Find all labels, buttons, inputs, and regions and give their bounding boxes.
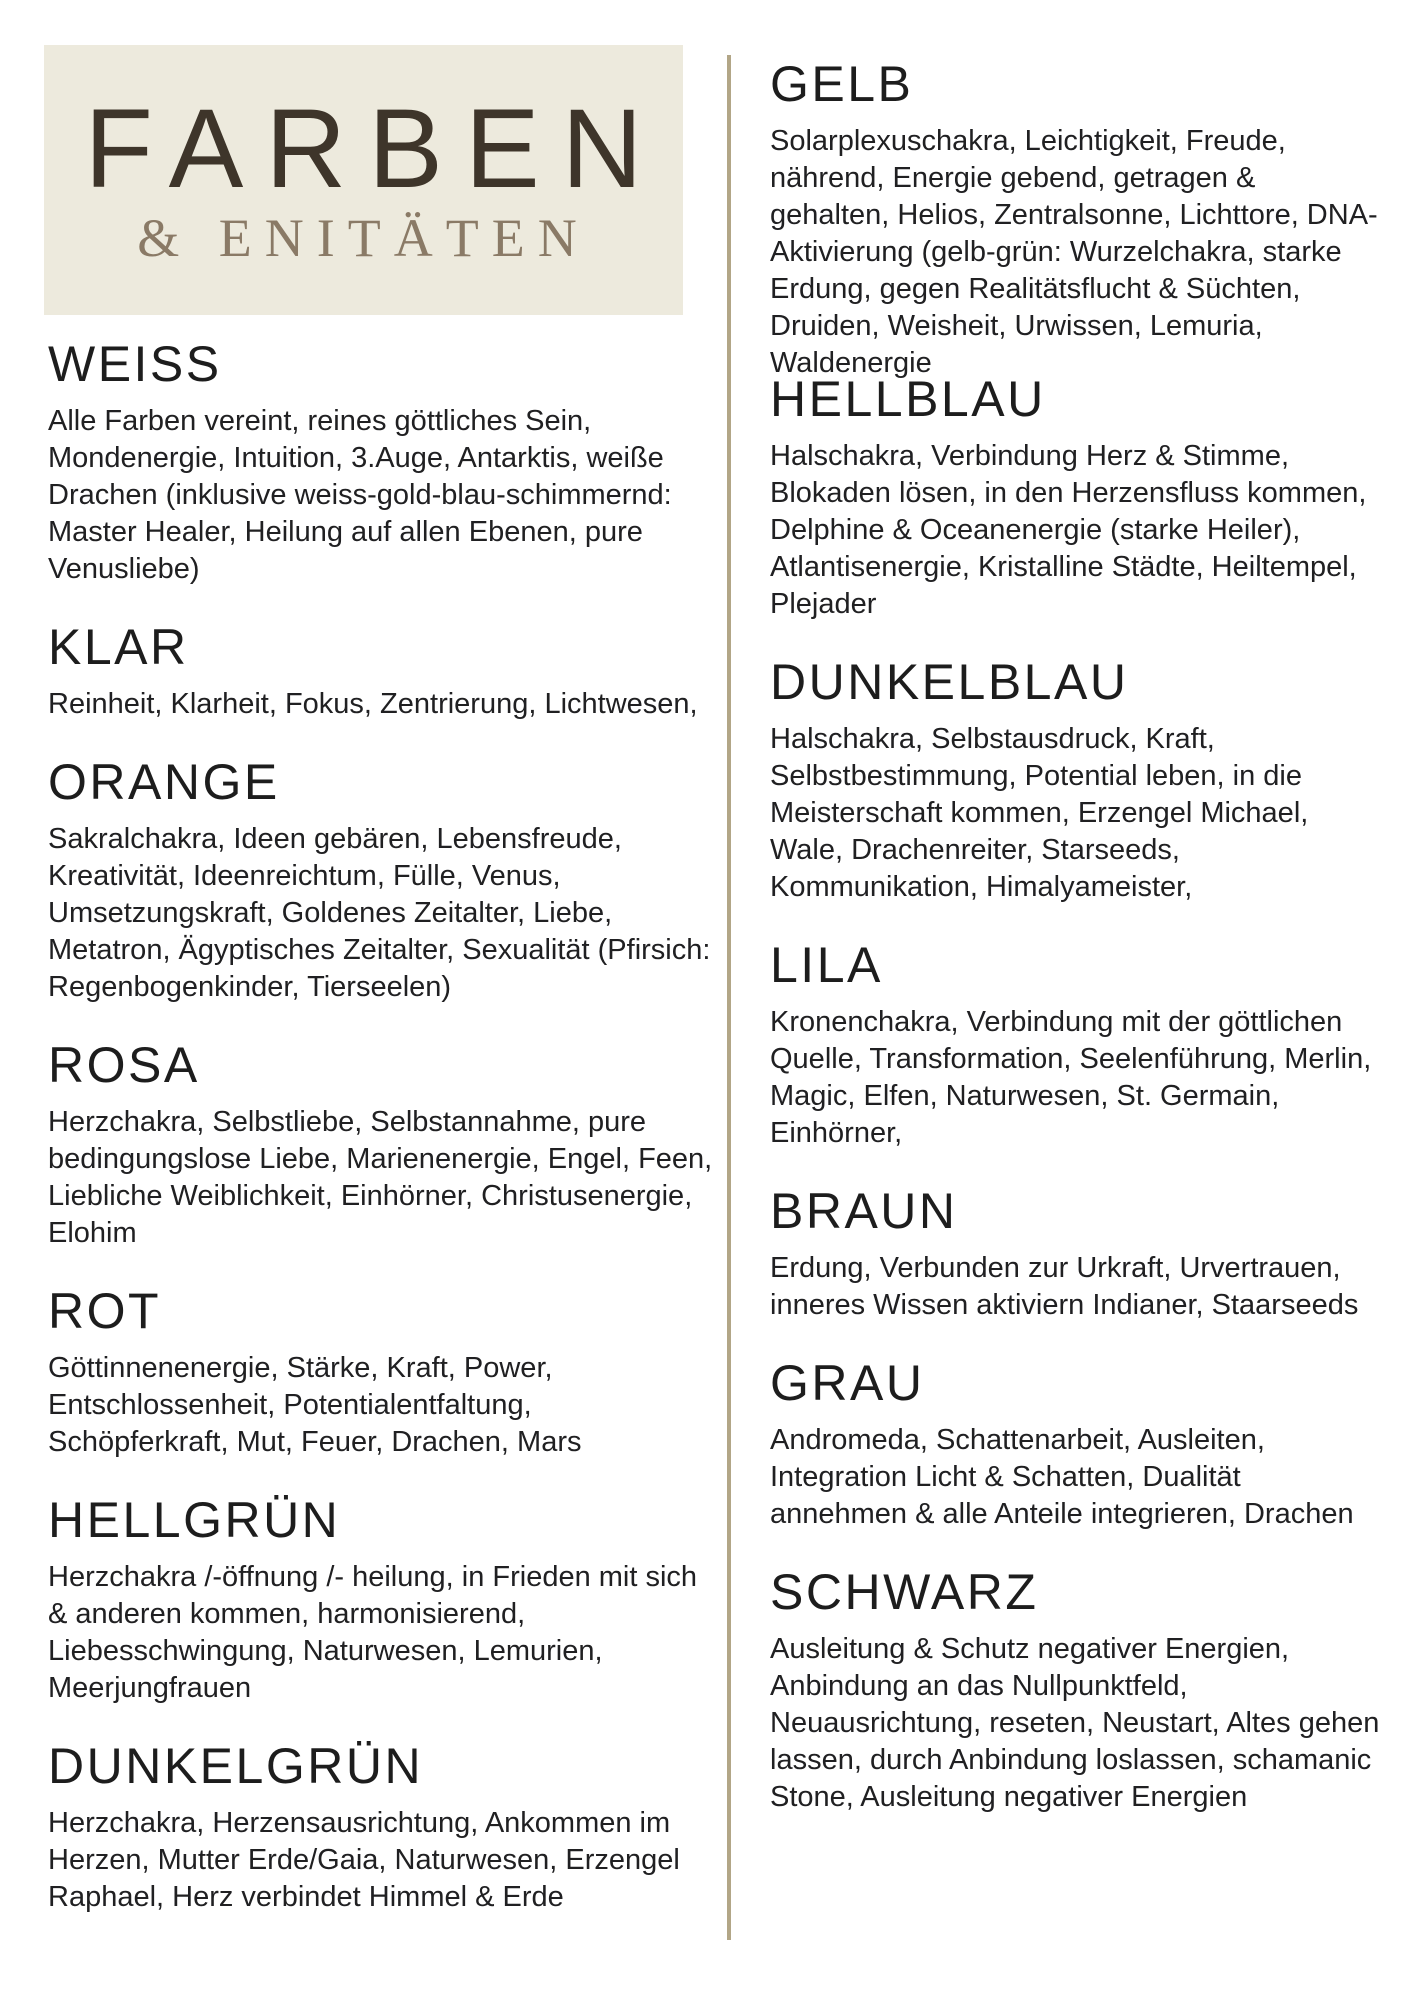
color-section-description: Reinheit, Klarheit, Fokus, Zentrierung, Lichtwesen, (48, 688, 698, 720)
color-section-rot (48, 1282, 713, 1461)
color-section-gelb (770, 55, 1382, 382)
page-subtitle: & ENITÄTEN (137, 208, 590, 268)
color-section-description: Halschakra, Selbstausdruck, Kraft, Selbstbestimmung, Potential leben, in die Meisterschaft kommen, Erzengel Michael, Wale, Drachenreiter, Starseeds, Kommunikation, Himalyameister, (770, 723, 1309, 903)
color-section-title: ROSA (48, 1037, 200, 1093)
color-section-weiss (48, 335, 713, 588)
color-section-description: Halschakra, Verbindung Herz & Stimme, Blokaden lösen, in den Herzensfluss kommen, Delphine & Oceanenergie (starke Heiler), Atlantisenergie, Kristalline Städte, Heiltempel, Plejader (770, 440, 1367, 620)
color-section-dunkelblau (770, 653, 1382, 906)
color-section-schwarz (770, 1563, 1382, 1816)
color-section-title: DUNKELGRÜN (48, 1738, 424, 1794)
column-divider-line (727, 55, 731, 1940)
color-section-description: Kronenchakra, Verbindung mit der göttlichen Quelle, Transformation, Seelenführung, Merlin, Magic, Elfen, Naturwesen, St. Germain, Einhörner, (770, 1006, 1372, 1149)
color-section-description: Erdung, Verbunden zur Urkraft, Urvertrauen, inneres Wissen aktiviern Indianer, Staarseeds (770, 1252, 1359, 1321)
color-section-title: LILA (770, 937, 883, 993)
color-section-title: SCHWARZ (770, 1564, 1039, 1620)
color-section-description: Solarplexuschakra, Leichtigkeit, Freude, nährend, Energie gebend, getragen & gehalten, Helios, Zentralsonne, Lichttore, DNA-Aktivierung (gelb-grün: Wurzelchakra, starke Erdung, gegen Realitätsflucht & Süchten, Druiden, Weisheit, Urwissen, Lemuria, Waldenergie (770, 125, 1378, 379)
color-section-title: ROT (48, 1283, 162, 1339)
color-section-description: Sakralchakra, Ideen gebären, Lebensfreude, Kreativität, Ideenreichtum, Fülle, Venus, Umsetzungskraft, Goldenes Zeitalter, Liebe, Metatron, Ägyptisches Zeitalter, Sexualität (Pfirsich: Regenbogenkinder, Tierseelen) (48, 823, 711, 1003)
right-column (770, 55, 1382, 1846)
header-card (44, 45, 683, 315)
color-section-rosa (48, 1036, 713, 1252)
color-section-title: HELLGRÜN (48, 1492, 341, 1548)
color-section-description: Ausleitung & Schutz negativer Energien, Anbindung an das Nullpunktfeld, Neuausrichtung, reseten, Neustart, Altes gehen lassen, durch Anbindung loslassen, schamanic Stone, Ausleitung negativer Energien (770, 1633, 1380, 1813)
color-section-orange (48, 753, 713, 1006)
color-section-title: ORANGE (48, 754, 280, 810)
color-section-klar (48, 618, 713, 723)
color-section-title: GRAU (770, 1355, 925, 1411)
color-section-title: KLAR (48, 619, 189, 675)
page-title: FARBEN (84, 86, 665, 211)
color-section-title: DUNKELBLAU (770, 654, 1129, 710)
color-section-title: BRAUN (770, 1183, 958, 1239)
color-section-title: HELLBLAU (770, 371, 1046, 427)
color-section-description: Göttinnenenergie, Stärke, Kraft, Power, Entschlossenheit, Potentialentfaltung, Schöpferkraft, Mut, Feuer, Drachen, Mars (48, 1352, 582, 1458)
color-section-lila (770, 936, 1382, 1152)
color-section-description: Herzchakra, Herzensausrichtung, Ankommen im Herzen, Mutter Erde/Gaia, Naturwesen, Erzengel Raphael, Herz verbindet Himmel & Erde (48, 1807, 680, 1913)
color-section-hellblau (770, 370, 1382, 623)
color-section-description: Herzchakra /-öffnung /- heilung, in Frieden mit sich & anderen kommen, harmonisierend, Liebesschwingung, Naturwesen, Lemurien, Meerjungfrauen (48, 1561, 698, 1704)
left-column (48, 335, 713, 1946)
color-section-description: Herzchakra, Selbstliebe, Selbstannahme, pure bedingungslose Liebe, Marienenergie, Engel, Feen, Liebliche Weiblichkeit, Einhörner, Christusenergie, Elohim (48, 1106, 713, 1249)
color-section-grau (770, 1354, 1382, 1533)
color-section-description: Alle Farben vereint, reines göttliches Sein, Mondenergie, Intuition, 3.Auge, Antarktis, weiße Drachen (inklusive weiss-gold-blau-schimmernd: Master Healer, Heilung auf allen Ebenen, pure Venusliebe) (48, 405, 672, 585)
color-section-braun (770, 1182, 1382, 1324)
color-section-dunkelgruen (48, 1737, 713, 1916)
color-section-title: GELB (770, 56, 914, 112)
color-section-title: WEISS (48, 336, 222, 392)
color-section-hellgruen (48, 1491, 713, 1707)
color-section-description: Andromeda, Schattenarbeit, Ausleiten, Integration Licht & Schatten, Dualität annehmen & alle Anteile integrieren, Drachen (770, 1424, 1354, 1530)
